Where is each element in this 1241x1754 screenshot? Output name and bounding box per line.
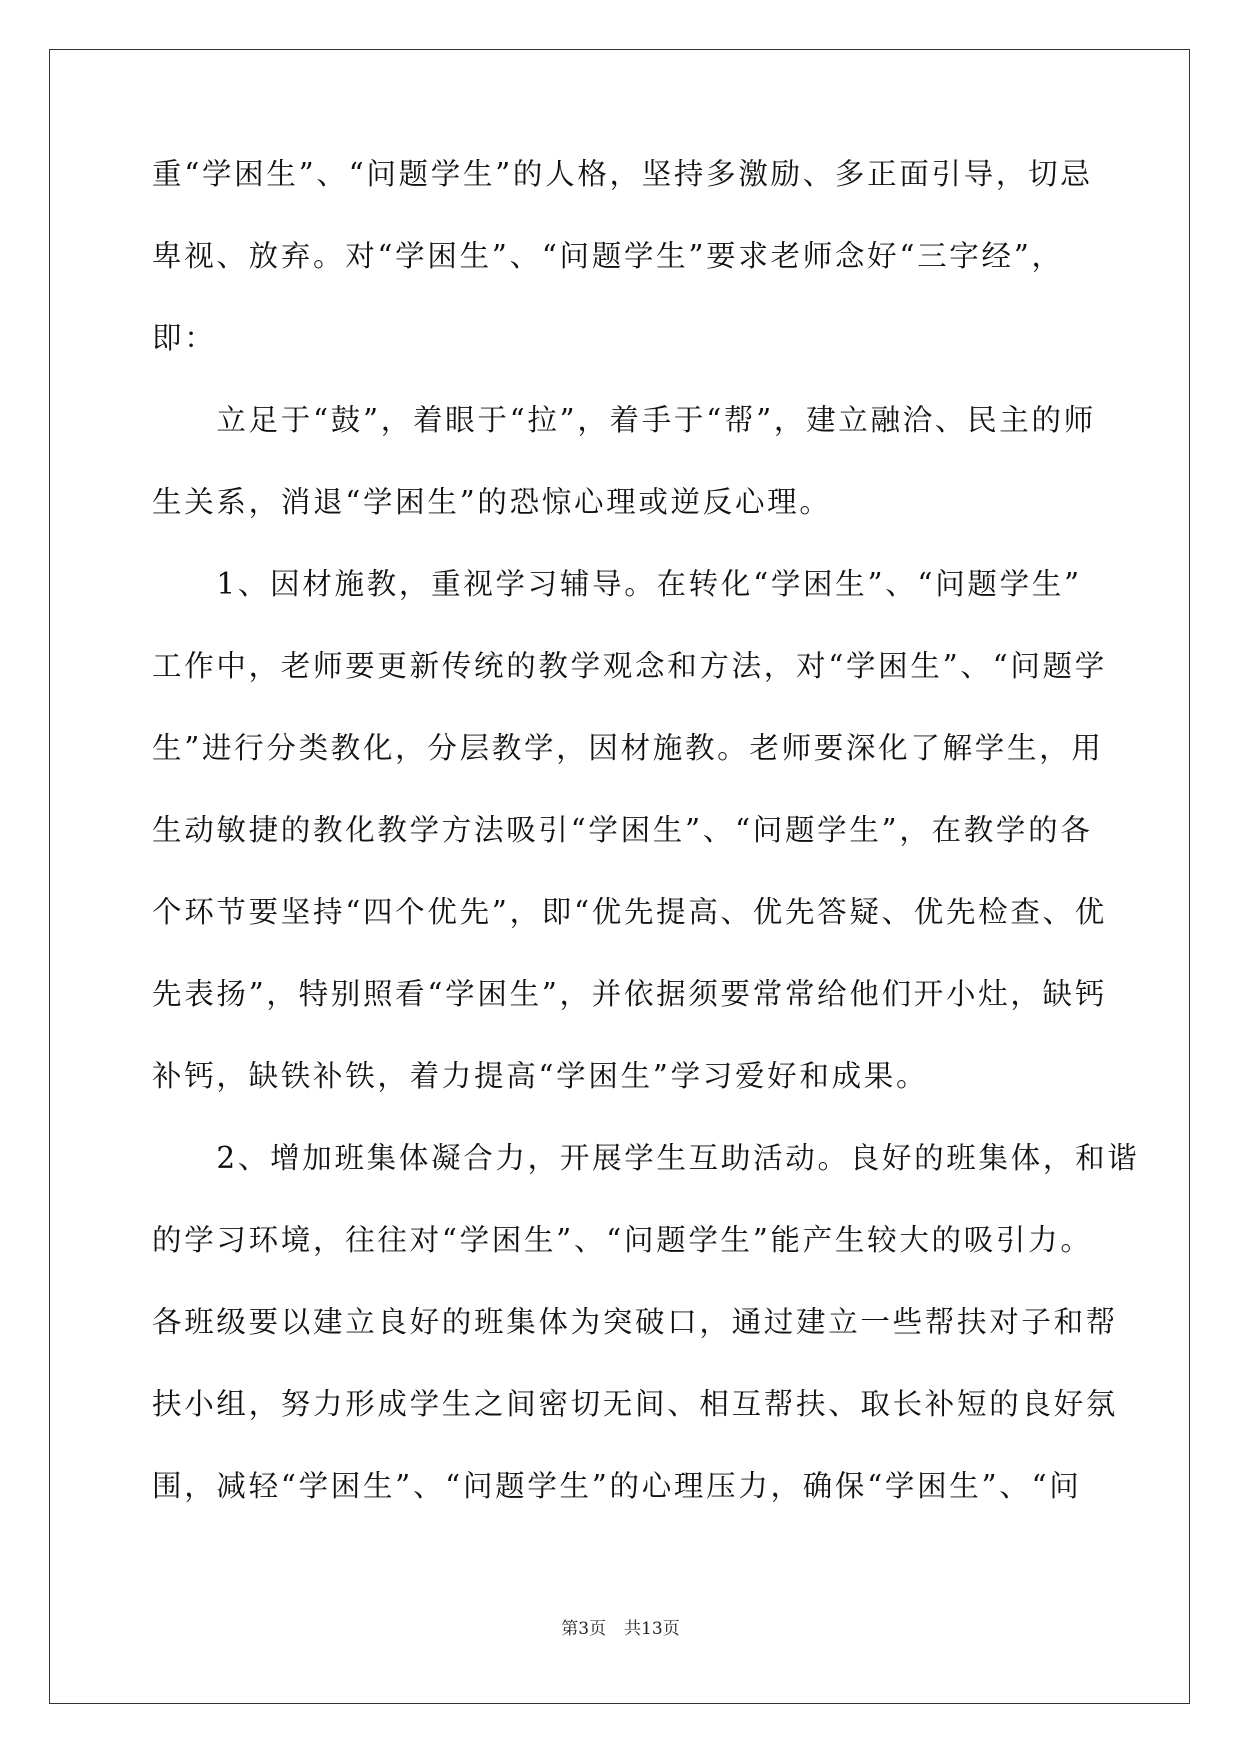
text-line: 卑视、放弃。对“学困生”、“问题学生”要求老师念好“三字经”，	[152, 239, 1064, 273]
text-line: 工作中，老师要更新传统的教学观念和方法，对“学困生”、“问题学	[152, 649, 1107, 683]
text-line: 个环节要坚持“四个优先”，即“优先提高、优先答疑、优先检查、优	[152, 895, 1107, 929]
text-line: 补钙，缺铁补铁，着力提高“学困生”学习爱好和成果。	[152, 1059, 929, 1093]
document-body	[152, 154, 1140, 1548]
page-footer	[0, 1614, 1241, 1639]
text-line: 即：	[152, 321, 217, 355]
text-line: 1、因材施教，重视学习辅导。在转化“学困生”、“问题学生”	[152, 567, 1082, 601]
text-line: 先表扬”，特别照看“学困生”，并依据须要常常给他们开小灶，缺钙	[152, 977, 1107, 1011]
text-line: 生动敏捷的教化教学方法吸引“学困生”、“问题学生”，在教学的各	[152, 813, 1093, 847]
page-total: 共13页	[624, 1619, 680, 1639]
text-line: 重“学困生”、“问题学生”的人格，坚持多激励、多正面引导，切忌	[152, 157, 1093, 191]
text-line: 2、增加班集体凝合力，开展学生互助活动。良好的班集体，和谐	[152, 1141, 1140, 1175]
text-line: 生关系，消退“学困生”的恐惊心理或逆反心理。	[152, 485, 832, 519]
text-line: 的学习环境，往往对“学困生”、“问题学生”能产生较大的吸引力。	[152, 1223, 1093, 1257]
page-number: 第3页	[561, 1619, 607, 1639]
text-line: 围，减轻“学困生”、“问题学生”的心理压力，确保“学困生”、“问	[152, 1469, 1082, 1503]
text-line: 各班级要以建立良好的班集体为突破口，通过建立一些帮扶对子和帮	[152, 1305, 1119, 1339]
text-line: 立足于“鼓”，着眼于“拉”，着手于“帮”，建立融洽、民主的师	[152, 403, 1096, 437]
text-line: 生”进行分类教化，分层教学，因材施教。老师要深化了解学生，用	[152, 731, 1104, 765]
text-line: 扶小组，努力形成学生之间密切无间、相互帮扶、取长补短的良好氛	[152, 1387, 1119, 1421]
